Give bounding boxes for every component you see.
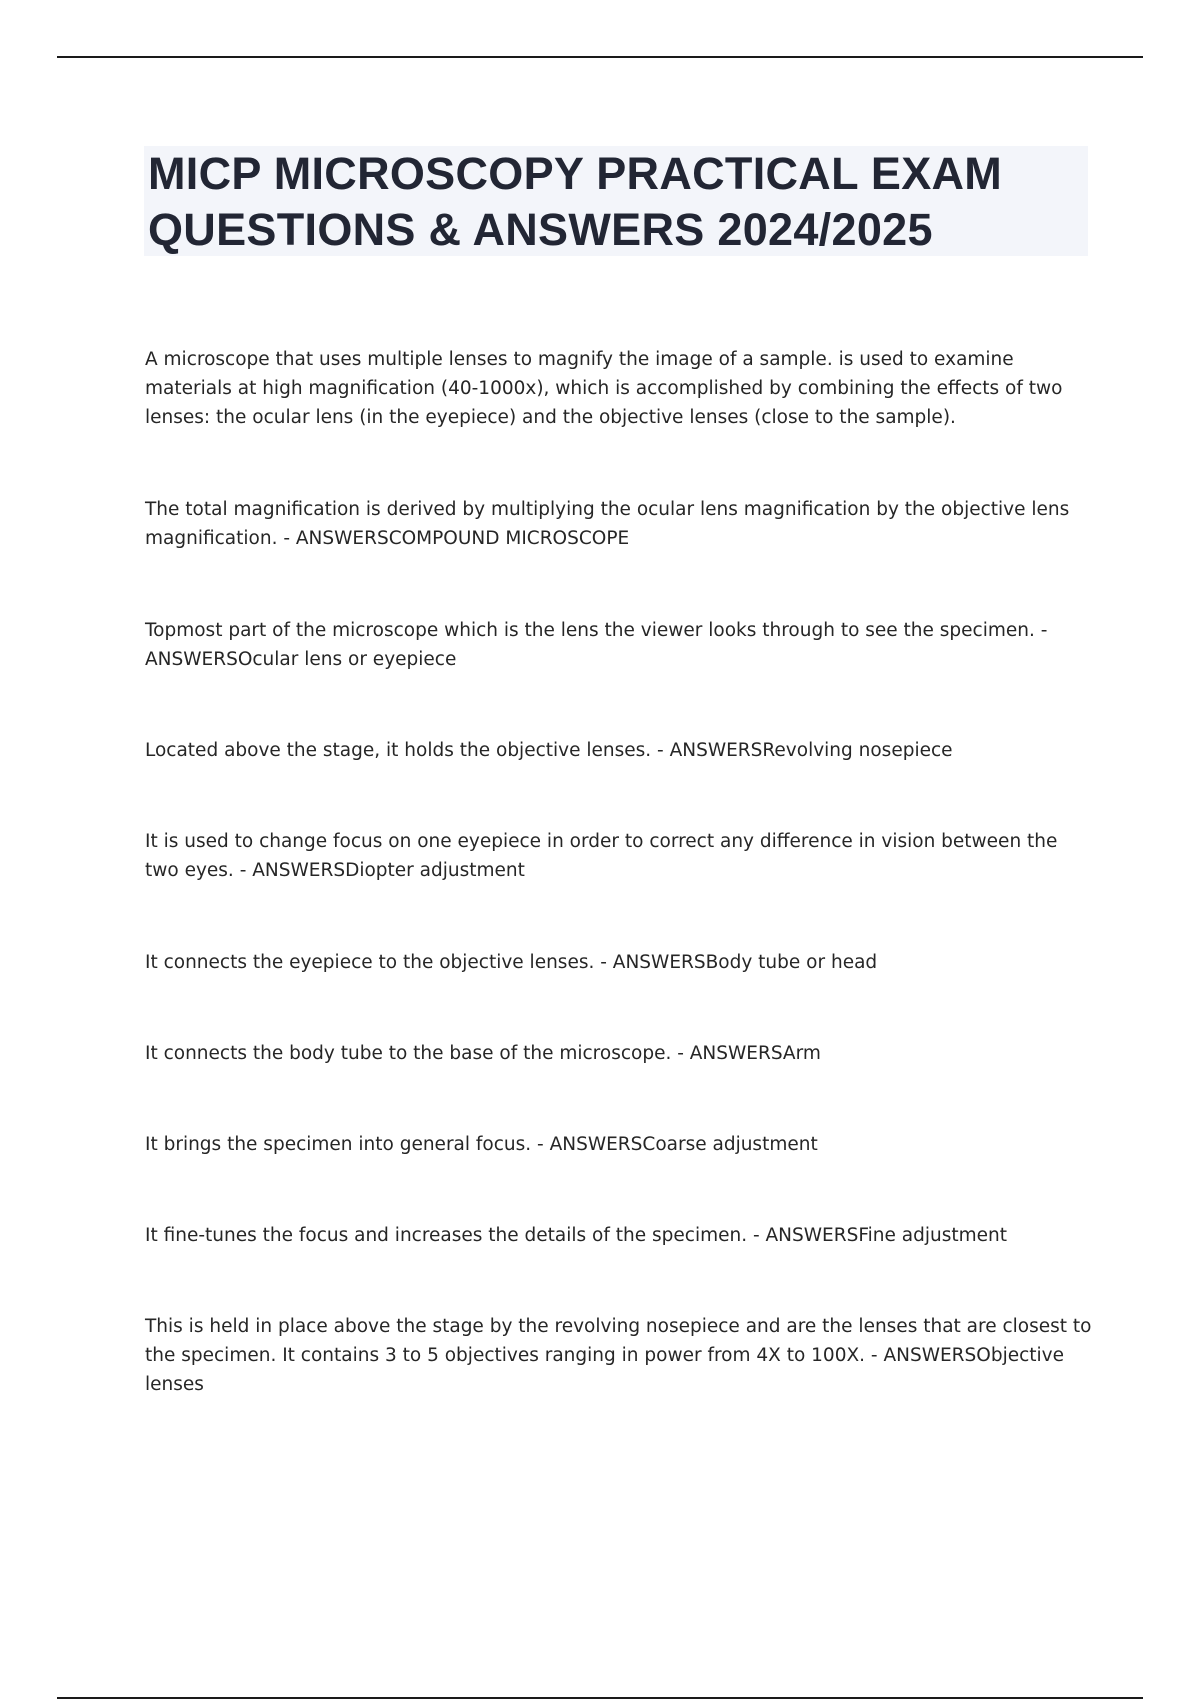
paragraph-3: Topmost part of the microscope which is the lens the viewer looks through to see the specimen. - ANSWERSOcular lens or eyepiece xyxy=(145,620,1048,670)
paragraph-10: This is held in place above the stage by the revolving nosepiece and are the lenses that are closest to the specimen. It contains 3 to 5 objectives ranging in power from 4X to 100X. - ANSWERSObjective lenses xyxy=(145,1316,1092,1395)
paragraph-1: A microscope that uses multiple lenses to magnify the image of a sample. is used to examine materials at high magnification (40-1000x), which is accomplished by combining the effects of two lenses: the ocular lens (in the eyepiece) and the objective lenses (close to the sample). xyxy=(145,349,1063,428)
paragraph-9: It fine-tunes the focus and increases the details of the specimen. - ANSWERSFine adjustment xyxy=(145,1225,1007,1246)
title-line-1: MICP MICROSCOPY PRACTICAL EXAM xyxy=(148,148,1003,199)
paragraph-7: It connects the body tube to the base of the microscope. - ANSWERSArm xyxy=(145,1043,821,1064)
bottom-divider xyxy=(57,1697,1143,1699)
paragraph-2: The total magnification is derived by multiplying the ocular lens magnification by the objective lens magnification. - ANSWERSCOMPOUND MICROSCOPE xyxy=(145,499,1070,549)
paragraph-4: Located above the stage, it holds the objective lenses. - ANSWERSRevolving nosepiece xyxy=(145,740,953,761)
paragraph-6: It connects the eyepiece to the objective lenses. - ANSWERSBody tube or head xyxy=(145,952,878,973)
paragraph-5: It is used to change focus on one eyepiece in order to correct any difference in vision between the two eyes. - ANSWERSDiopter adjustment xyxy=(145,831,1058,881)
paragraph-8: It brings the specimen into general focus. - ANSWERSCoarse adjustment xyxy=(145,1134,818,1155)
title-line-2: QUESTIONS & ANSWERS 2024/2025 xyxy=(148,204,933,255)
top-divider xyxy=(57,56,1143,58)
document-title xyxy=(144,146,1088,256)
